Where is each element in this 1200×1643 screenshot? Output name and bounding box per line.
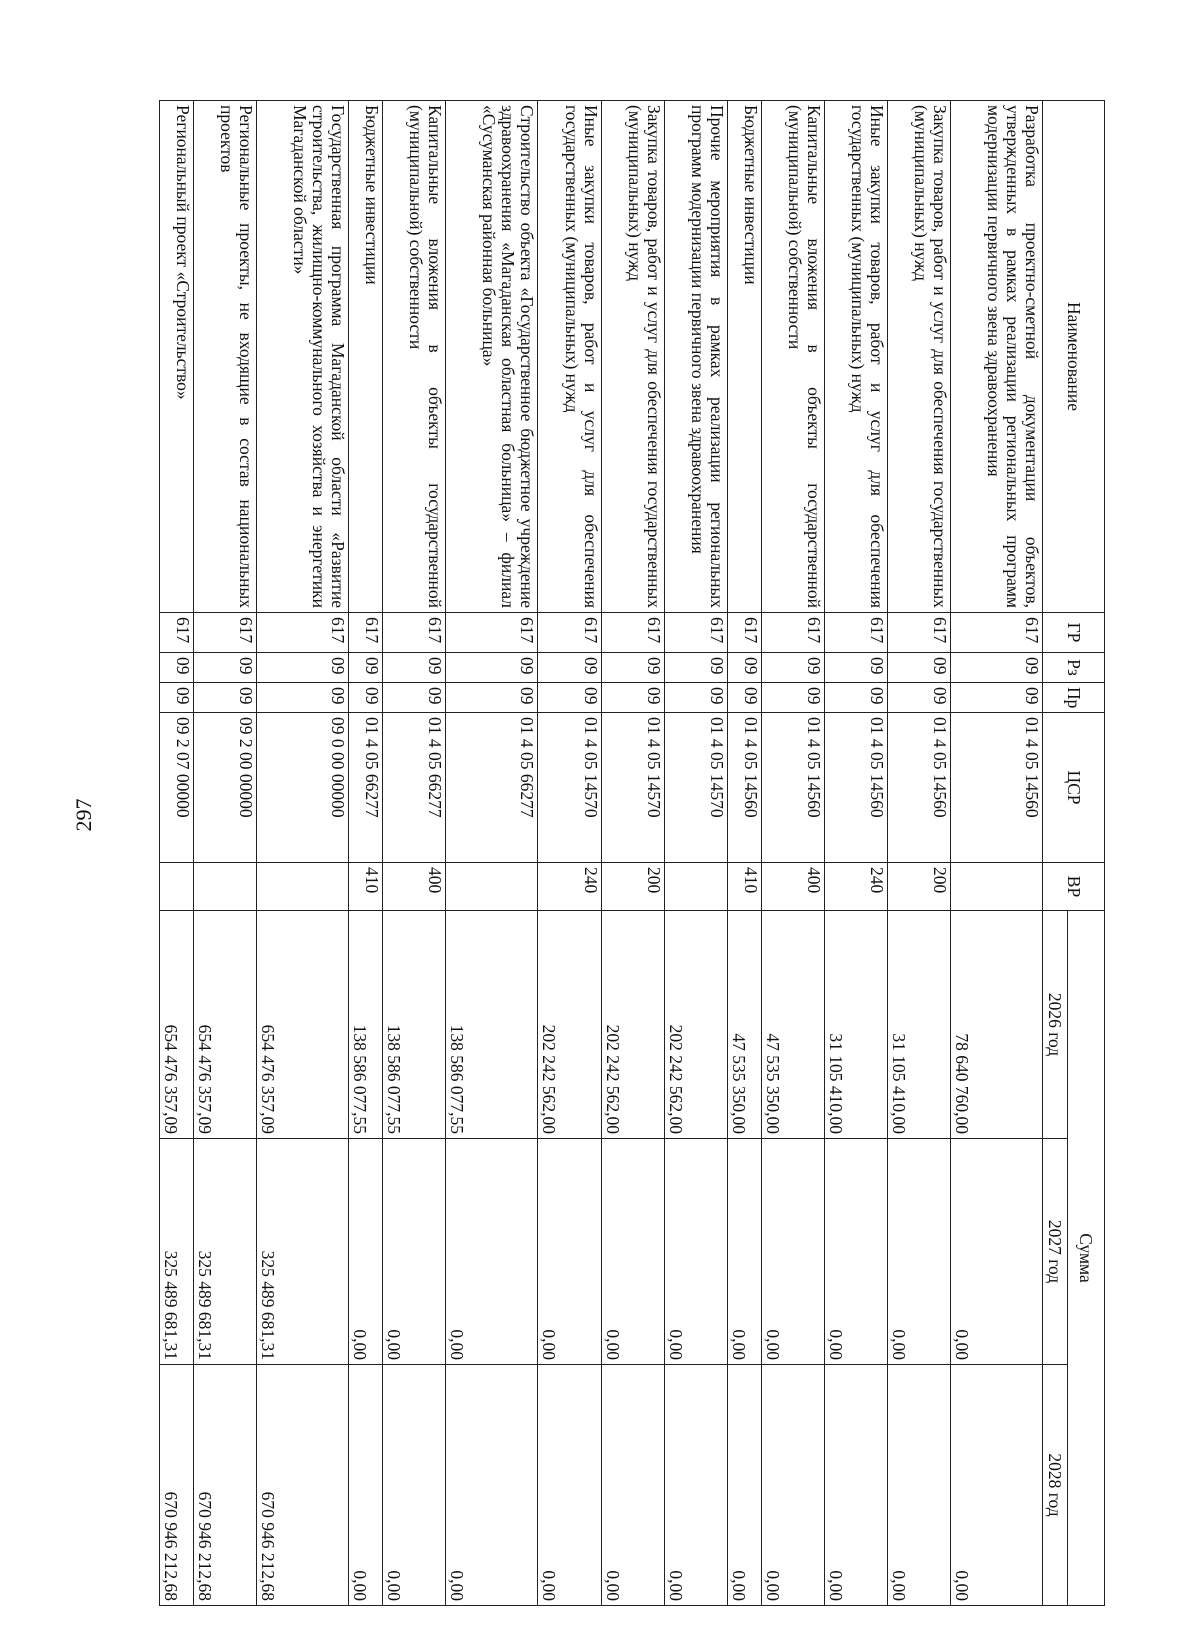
cell-gr: 617 — [160, 613, 194, 653]
cell-name: Строительство объекта «Государственное бюджетное учреждение здравоохранения «Магаданская областная больница» – филиал «Сусуманская районная больница» — [446, 101, 538, 613]
cell-2027: 0,00 — [601, 1139, 664, 1365]
table-row — [446, 101, 538, 1606]
cell-pr: 09 — [383, 683, 446, 713]
cell-pr: 09 — [160, 683, 194, 713]
cell-gr: 617 — [349, 613, 383, 653]
cell-name: Закупка товаров, работ и услуг для обеспечения государственных (муниципальных) нужд — [601, 101, 664, 613]
cell-gr: 617 — [664, 613, 727, 653]
cell-name: Иные закупки товаров, работ и услуг для обеспечения государственных (муниципальных) нужд — [824, 101, 887, 613]
cell-pr: 09 — [538, 683, 601, 713]
cell-2027: 0,00 — [349, 1139, 383, 1365]
cell-2028: 0,00 — [349, 1365, 383, 1606]
table-row — [257, 101, 349, 1606]
cell-csr: 01 4 05 66277 — [446, 713, 538, 863]
cell-rz: 09 — [824, 653, 887, 683]
header-rz: Рз — [1043, 653, 1105, 683]
cell-name: Капитальные вложения в объекты государственной (муниципальной) собственности — [383, 101, 446, 613]
cell-2026: 138 586 077,55 — [446, 911, 538, 1139]
cell-gr: 617 — [761, 613, 824, 653]
cell-csr: 01 4 05 14560 — [887, 713, 950, 863]
cell-csr: 01 4 05 14570 — [601, 713, 664, 863]
cell-2027: 0,00 — [383, 1139, 446, 1365]
cell-rz: 09 — [538, 653, 601, 683]
header-row-1 — [1068, 101, 1105, 1606]
cell-gr: 617 — [824, 613, 887, 653]
cell-rz: 09 — [601, 653, 664, 683]
table-row — [349, 101, 383, 1606]
header-pr: Пр — [1043, 683, 1105, 713]
cell-name: Разработка проектно-сметной документации объектов, утвержденных в рамках реализации региональных программ модернизации первичного звена здравоохранения — [950, 101, 1042, 613]
cell-rz: 09 — [383, 653, 446, 683]
cell-2026: 31 105 410,00 — [824, 911, 887, 1139]
cell-2027: 325 489 681,31 — [193, 1139, 256, 1365]
cell-pr: 09 — [446, 683, 538, 713]
cell-2028: 0,00 — [383, 1365, 446, 1606]
cell-csr: 01 4 05 14560 — [761, 713, 824, 863]
cell-2026: 202 242 562,00 — [538, 911, 601, 1139]
cell-2027: 0,00 — [538, 1139, 601, 1365]
cell-pr: 09 — [761, 683, 824, 713]
cell-vr: 400 — [761, 863, 824, 911]
table-row — [160, 101, 194, 1606]
cell-rz: 09 — [160, 653, 194, 683]
cell-csr: 01 4 05 14560 — [824, 713, 887, 863]
cell-rz: 09 — [950, 653, 1042, 683]
cell-name: Бюджетные инвестиции — [349, 101, 383, 613]
cell-rz: 09 — [193, 653, 256, 683]
cell-vr — [257, 863, 349, 911]
cell-2027: 0,00 — [761, 1139, 824, 1365]
cell-2027: 325 489 681,31 — [160, 1139, 194, 1365]
cell-rz: 09 — [257, 653, 349, 683]
cell-2028: 0,00 — [727, 1365, 761, 1606]
table-row — [538, 101, 601, 1606]
table-row — [727, 101, 761, 1606]
table-row — [761, 101, 824, 1606]
cell-gr: 617 — [446, 613, 538, 653]
cell-vr: 200 — [601, 863, 664, 911]
cell-name: Иные закупки товаров, работ и услуг для обеспечения государственных (муниципальных) нужд — [538, 101, 601, 613]
cell-2027: 325 489 681,31 — [257, 1139, 349, 1365]
cell-2028: 0,00 — [761, 1365, 824, 1606]
cell-2028: 0,00 — [887, 1365, 950, 1606]
cell-csr: 01 4 05 14560 — [950, 713, 1042, 863]
cell-2028: 670 946 212,68 — [257, 1365, 349, 1606]
cell-2028: 0,00 — [664, 1365, 727, 1606]
cell-csr: 09 0 00 00000 — [257, 713, 349, 863]
cell-2028: 670 946 212,68 — [193, 1365, 256, 1606]
cell-pr: 09 — [887, 683, 950, 713]
rotated-table-wrapper — [159, 100, 1105, 1605]
cell-rz: 09 — [761, 653, 824, 683]
cell-csr: 01 4 05 14560 — [727, 713, 761, 863]
table-row — [601, 101, 664, 1606]
cell-rz: 09 — [349, 653, 383, 683]
cell-vr: 400 — [383, 863, 446, 911]
cell-2027: 0,00 — [727, 1139, 761, 1365]
cell-csr: 09 2 00 00000 — [193, 713, 256, 863]
cell-vr: 240 — [538, 863, 601, 911]
header-csr: ЦСР — [1043, 713, 1105, 863]
cell-vr: 200 — [887, 863, 950, 911]
cell-pr: 09 — [727, 683, 761, 713]
cell-2027: 0,00 — [950, 1139, 1042, 1365]
cell-gr: 617 — [727, 613, 761, 653]
cell-name: Капитальные вложения в объекты государственной (муниципальной) собственности — [761, 101, 824, 613]
cell-vr — [160, 863, 194, 911]
cell-pr: 09 — [950, 683, 1042, 713]
header-vr: ВР — [1043, 863, 1105, 911]
cell-2028: 0,00 — [950, 1365, 1042, 1606]
cell-pr: 09 — [349, 683, 383, 713]
cell-gr: 617 — [538, 613, 601, 653]
cell-vr — [950, 863, 1042, 911]
cell-name: Региональный проект «Строительство» — [160, 101, 194, 613]
cell-gr: 617 — [601, 613, 664, 653]
cell-2026: 654 476 357,09 — [257, 911, 349, 1139]
cell-name: Государственная программа Магаданской области «Развитие строительства, жилищно-коммунального хозяйства и энергетики Магаданской области» — [257, 101, 349, 613]
cell-csr: 01 4 05 14570 — [664, 713, 727, 863]
cell-2028: 670 946 212,68 — [160, 1365, 194, 1606]
cell-2026: 138 586 077,55 — [349, 911, 383, 1139]
cell-name: Закупка товаров, работ и услуг для обеспечения государственных (муниципальных) нужд — [887, 101, 950, 613]
cell-gr: 617 — [257, 613, 349, 653]
table-row — [664, 101, 727, 1606]
cell-2026: 202 242 562,00 — [664, 911, 727, 1139]
cell-vr: 410 — [727, 863, 761, 911]
cell-2028: 0,00 — [538, 1365, 601, 1606]
cell-2027: 0,00 — [887, 1139, 950, 1365]
header-2026: 2026 год — [1043, 911, 1068, 1139]
cell-rz: 09 — [446, 653, 538, 683]
cell-name: Бюджетные инвестиции — [727, 101, 761, 613]
cell-rz: 09 — [887, 653, 950, 683]
cell-rz: 09 — [727, 653, 761, 683]
cell-2026: 202 242 562,00 — [601, 911, 664, 1139]
cell-2026: 654 476 357,09 — [193, 911, 256, 1139]
cell-2028: 0,00 — [601, 1365, 664, 1606]
cell-2027: 0,00 — [664, 1139, 727, 1365]
cell-2028: 0,00 — [824, 1365, 887, 1606]
header-2027: 2027 год — [1043, 1139, 1068, 1365]
header-sum: Сумма — [1068, 911, 1105, 1606]
header-gr: ГР — [1043, 613, 1105, 653]
cell-vr — [664, 863, 727, 911]
cell-pr: 09 — [193, 683, 256, 713]
cell-2026: 47 535 350,00 — [727, 911, 761, 1139]
table-row — [887, 101, 950, 1606]
cell-csr: 01 4 05 66277 — [383, 713, 446, 863]
page-number: 297 — [71, 798, 96, 832]
cell-pr: 09 — [664, 683, 727, 713]
cell-2027: 0,00 — [824, 1139, 887, 1365]
cell-vr — [446, 863, 538, 911]
cell-2026: 31 105 410,00 — [887, 911, 950, 1139]
cell-2026: 654 476 357,09 — [160, 911, 194, 1139]
cell-vr: 240 — [824, 863, 887, 911]
header-2028: 2028 год — [1043, 1365, 1068, 1606]
header-name: Наименование — [1043, 101, 1105, 613]
table-row — [824, 101, 887, 1606]
table-row — [950, 101, 1042, 1606]
cell-gr: 617 — [193, 613, 256, 653]
cell-2026: 138 586 077,55 — [383, 911, 446, 1139]
cell-vr — [193, 863, 256, 911]
cell-2026: 78 640 760,00 — [950, 911, 1042, 1139]
cell-2028: 0,00 — [446, 1365, 538, 1606]
cell-csr: 01 4 05 66277 — [349, 713, 383, 863]
cell-2027: 0,00 — [446, 1139, 538, 1365]
cell-gr: 617 — [950, 613, 1042, 653]
table-row — [383, 101, 446, 1606]
cell-gr: 617 — [887, 613, 950, 653]
cell-pr: 09 — [601, 683, 664, 713]
table-row — [193, 101, 256, 1606]
cell-csr: 09 2 07 00000 — [160, 713, 194, 863]
cell-pr: 09 — [824, 683, 887, 713]
cell-vr: 410 — [349, 863, 383, 911]
cell-pr: 09 — [257, 683, 349, 713]
cell-2026: 47 535 350,00 — [761, 911, 824, 1139]
cell-name: Региональные проекты, не входящие в состав национальных проектов — [193, 101, 256, 613]
budget-table — [159, 100, 1105, 1606]
cell-rz: 09 — [664, 653, 727, 683]
table-body — [160, 101, 1043, 1606]
cell-gr: 617 — [383, 613, 446, 653]
cell-name: Прочие мероприятия в рамках реализации региональных программ модернизации первичного звена здравоохранения — [664, 101, 727, 613]
cell-csr: 01 4 05 14570 — [538, 713, 601, 863]
